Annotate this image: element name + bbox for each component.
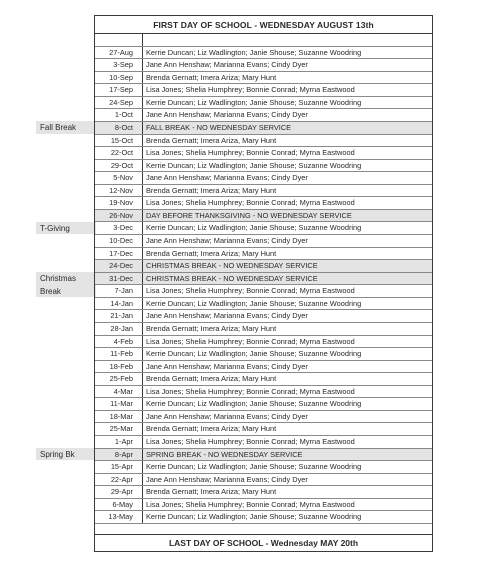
table-row xyxy=(95,185,432,198)
table-row xyxy=(95,197,432,210)
column-divider xyxy=(142,449,143,461)
side-label: Spring Bk xyxy=(40,450,75,460)
row-assignees: Brenda Gernatt; Imera Ariza; Mary Hunt xyxy=(146,487,277,497)
row-assignees: Kerrie Duncan; Liz Wadlington; Janie Shouse; Suzanne Woodring xyxy=(146,462,362,472)
table-row xyxy=(95,486,432,499)
row-assignees: Lisa Jones; Shelia Humphrey; Bonnie Conrad; Myrna Eastwood xyxy=(146,286,355,296)
table-row xyxy=(95,361,432,374)
row-assignees: Jane Ann Henshaw; Marianna Evans; Cindy Dyer xyxy=(146,110,308,120)
schedule-table xyxy=(94,15,433,552)
row-assignees: Lisa Jones; Shelia Humphrey; Bonnie Conrad; Myrna Eastwood xyxy=(146,336,355,346)
column-divider xyxy=(142,298,143,310)
row-date: 11-Mar xyxy=(110,399,133,409)
row-assignees: Kerrie Duncan; Liz Wadlington; Janie Shouse; Suzanne Woodring xyxy=(146,223,362,233)
column-divider xyxy=(142,235,143,247)
row-date: 26-Nov xyxy=(109,210,133,220)
column-divider xyxy=(142,486,143,498)
column-divider xyxy=(142,210,143,222)
column-divider xyxy=(142,386,143,398)
table-row xyxy=(95,436,432,449)
column-divider xyxy=(142,411,143,423)
row-assignees: Lisa Jones; Shelia Humphrey; Bonnie Conrad; Myrna Eastwood xyxy=(146,198,355,208)
row-assignees xyxy=(146,34,430,46)
row-date: 29-Oct xyxy=(110,160,133,170)
row-date: 4-Feb xyxy=(113,336,133,346)
row-date: 31-Dec xyxy=(109,273,133,283)
row-date: 3-Dec xyxy=(113,223,133,233)
column-divider xyxy=(142,34,143,46)
row-assignees: Jane Ann Henshaw; Marianna Evans; Cindy Dyer xyxy=(146,236,308,245)
row-assignees: Lisa Jones; Shelia Humphrey; Bonnie Conrad; Myrna Eastwood xyxy=(146,85,355,95)
row-date: 7-Jan xyxy=(114,286,133,296)
table-row xyxy=(95,411,432,424)
table-row xyxy=(95,109,432,122)
table-row xyxy=(95,222,432,235)
column-divider xyxy=(142,348,143,360)
column-divider xyxy=(142,373,143,385)
column-divider xyxy=(142,109,143,121)
row-assignees: Kerrie Duncan; Liz Wadlington; Janie Shouse; Suzanne Woodring xyxy=(146,97,362,107)
table-row xyxy=(95,59,432,72)
column-divider xyxy=(142,248,143,260)
column-divider xyxy=(142,84,143,96)
row-assignees: CHRISTMAS BREAK - NO WEDNESDAY SERVICE xyxy=(146,261,318,271)
column-divider xyxy=(142,461,143,473)
row-assignees: Jane Ann Henshaw; Marianna Evans; Cindy Dyer xyxy=(146,311,308,321)
row-date: 25-Mar xyxy=(109,424,133,434)
column-divider xyxy=(142,122,143,134)
column-divider xyxy=(142,59,143,71)
row-assignees: Kerrie Duncan; Liz Wadlington; Janie Shouse; Suzanne Woodring xyxy=(146,160,362,170)
column-divider xyxy=(142,197,143,209)
column-divider xyxy=(142,97,143,109)
column-divider xyxy=(142,361,143,373)
row-assignees: Kerrie Duncan; Liz Wadlington; Janie Shouse; Suzanne Woodring xyxy=(146,512,362,522)
row-date: 22-Apr xyxy=(110,474,133,484)
row-date: 21-Jan xyxy=(110,311,133,321)
table-row xyxy=(95,310,432,323)
side-label: Fall Break xyxy=(40,123,77,133)
side-labels-column xyxy=(0,0,94,568)
row-assignees: Jane Ann Henshaw; Marianna Evans; Cindy Dyer xyxy=(146,173,308,183)
table-row xyxy=(95,336,432,349)
row-assignees: Brenda Gernatt; Imera Ariza; Mary Hunt xyxy=(146,248,277,258)
table-row xyxy=(95,511,432,524)
column-divider xyxy=(142,147,143,159)
row-date xyxy=(95,34,135,46)
row-date: 5-Nov xyxy=(113,173,133,183)
schedule-rows xyxy=(95,34,432,524)
row-date: 15-Oct xyxy=(110,135,133,145)
row-assignees: Lisa Jones; Shelia Humphrey; Bonnie Conrad; Myrna Eastwood xyxy=(146,148,355,158)
column-divider xyxy=(142,160,143,172)
table-row xyxy=(95,260,432,273)
column-divider xyxy=(142,273,143,285)
column-divider xyxy=(142,260,143,272)
side-label: Christmas Break xyxy=(40,274,77,296)
row-assignees: Brenda Gernatt; Imera Ariza; Mary Hunt xyxy=(146,323,277,333)
column-divider xyxy=(142,323,143,335)
table-row xyxy=(95,172,432,185)
row-assignees: DAY BEFORE THANKSGIVING - NO WEDNESDAY SERVICE xyxy=(146,210,352,220)
table-row xyxy=(95,386,432,399)
row-assignees: Brenda Gernatt; Imera Ariza; Mary Hunt xyxy=(146,185,277,195)
column-divider xyxy=(142,511,143,523)
row-date: 17-Sep xyxy=(109,85,133,95)
row-date: 14-Jan xyxy=(110,298,133,308)
row-date: 13-May xyxy=(108,512,133,522)
table-row xyxy=(95,499,432,512)
table-row xyxy=(95,323,432,336)
first-day-title: FIRST DAY OF SCHOOL - WEDNESDAY AUGUST 13th xyxy=(95,16,432,34)
row-assignees: Jane Ann Henshaw; Marianna Evans; Cindy Dyer xyxy=(146,474,308,484)
column-divider xyxy=(142,436,143,448)
table-row xyxy=(95,273,432,286)
table-row xyxy=(95,135,432,148)
table-row xyxy=(95,248,432,261)
table-row xyxy=(95,235,432,248)
row-date: 18-Feb xyxy=(109,361,133,371)
table-row xyxy=(95,72,432,85)
row-assignees: Brenda Gernatt; Imera Ariza; Mary Hunt xyxy=(146,374,277,384)
table-row xyxy=(95,348,432,361)
row-assignees: Jane Ann Henshaw; Marianna Evans; Cindy Dyer xyxy=(146,361,308,371)
row-date: 24-Dec xyxy=(109,261,133,271)
row-date: 27-Aug xyxy=(109,47,133,57)
row-assignees: FALL BREAK - NO WEDNESDAY SERVICE xyxy=(146,122,292,132)
row-date: 12-Nov xyxy=(109,185,133,195)
row-assignees: Kerrie Duncan; Liz Wadlington; Janie Shouse; Suzanne Woodring xyxy=(146,349,362,359)
row-date: 8-Apr xyxy=(114,449,133,459)
row-assignees: SPRING BREAK - NO WEDNESDAY SERVICE xyxy=(146,449,303,459)
row-date: 25-Feb xyxy=(109,374,133,384)
row-assignees: CHRISTMAS BREAK - NO WEDNESDAY SERVICE xyxy=(146,273,318,283)
row-assignees: Lisa Jones; Shelia Humphrey; Bonnie Conrad; Myrna Eastwood xyxy=(146,499,355,509)
side-label: T-Giving xyxy=(40,224,70,234)
row-date: 1-Oct xyxy=(114,110,133,120)
column-divider xyxy=(142,222,143,234)
column-divider xyxy=(142,336,143,348)
table-row xyxy=(95,84,432,97)
row-date: 1-Apr xyxy=(114,437,133,446)
row-assignees: Kerrie Duncan; Liz Wadlington; Janie Shouse; Suzanne Woodring xyxy=(146,399,362,409)
row-assignees: Jane Ann Henshaw; Marianna Evans; Cindy Dyer xyxy=(146,60,308,70)
row-date: 17-Dec xyxy=(109,248,133,258)
row-date: 28-Jan xyxy=(110,323,133,333)
row-date: 10-Sep xyxy=(109,72,133,82)
column-divider xyxy=(142,72,143,84)
row-assignees: Brenda Gernatt; Imera Ariza, Mary Hunt xyxy=(146,135,277,145)
column-divider xyxy=(142,285,143,297)
column-divider xyxy=(142,135,143,147)
row-assignees: Kerrie Duncan; Liz Wadlington; Janie Shouse; Suzanne Woodring xyxy=(146,298,362,308)
table-row xyxy=(95,398,432,411)
column-divider xyxy=(142,47,143,59)
table-row xyxy=(95,373,432,386)
column-divider xyxy=(142,310,143,322)
row-assignees: Brenda Gernatt; Imera Ariza; Mary Hunt xyxy=(146,72,277,82)
table-row xyxy=(95,47,432,60)
table-row xyxy=(95,34,432,47)
row-date: 4-Mar xyxy=(113,386,133,396)
row-date: 15-Apr xyxy=(110,462,133,472)
table-row xyxy=(95,97,432,110)
row-date: 29-Apr xyxy=(110,487,133,497)
table-row xyxy=(95,147,432,160)
column-divider xyxy=(142,499,143,511)
table-row xyxy=(95,160,432,173)
column-divider xyxy=(142,172,143,184)
row-date: 3-Sep xyxy=(113,60,133,70)
table-row xyxy=(95,285,432,298)
row-date: 8-Oct xyxy=(114,122,133,132)
row-assignees: Kerrie Duncan; Liz Wadlington; Janie Shouse; Suzanne Woodring xyxy=(146,47,362,57)
row-date: 22-Oct xyxy=(110,148,133,158)
table-row xyxy=(95,474,432,487)
table-row xyxy=(95,461,432,474)
row-date: 6-May xyxy=(112,499,133,509)
table-row xyxy=(95,122,432,135)
row-assignees: Lisa Jones; Shelia Humphrey; Bonnie Conrad; Myrna Eastwood xyxy=(146,437,355,446)
row-assignees: Jane Ann Henshaw; Marianna Evans; Cindy Dyer xyxy=(146,411,308,421)
row-assignees: Lisa Jones; Shelia Humphrey; Bonnie Conrad; Myrna Eastwood xyxy=(146,386,355,396)
last-day-title: LAST DAY OF SCHOOL - Wednesday MAY 20th xyxy=(95,534,432,551)
table-row xyxy=(95,423,432,436)
column-divider xyxy=(142,185,143,197)
column-divider xyxy=(142,423,143,435)
row-date: 19-Nov xyxy=(109,198,133,208)
column-divider xyxy=(142,398,143,410)
column-divider xyxy=(142,474,143,486)
table-row xyxy=(95,449,432,462)
row-date: 18-Mar xyxy=(109,411,133,421)
table-row xyxy=(95,298,432,311)
row-assignees: Brenda Gernatt; Imera Ariza; Mary Hunt xyxy=(146,424,277,434)
row-date: 11-Feb xyxy=(110,349,133,359)
row-date: 10-Dec xyxy=(109,236,133,245)
table-row xyxy=(95,210,432,223)
row-date: 24-Sep xyxy=(109,97,133,107)
